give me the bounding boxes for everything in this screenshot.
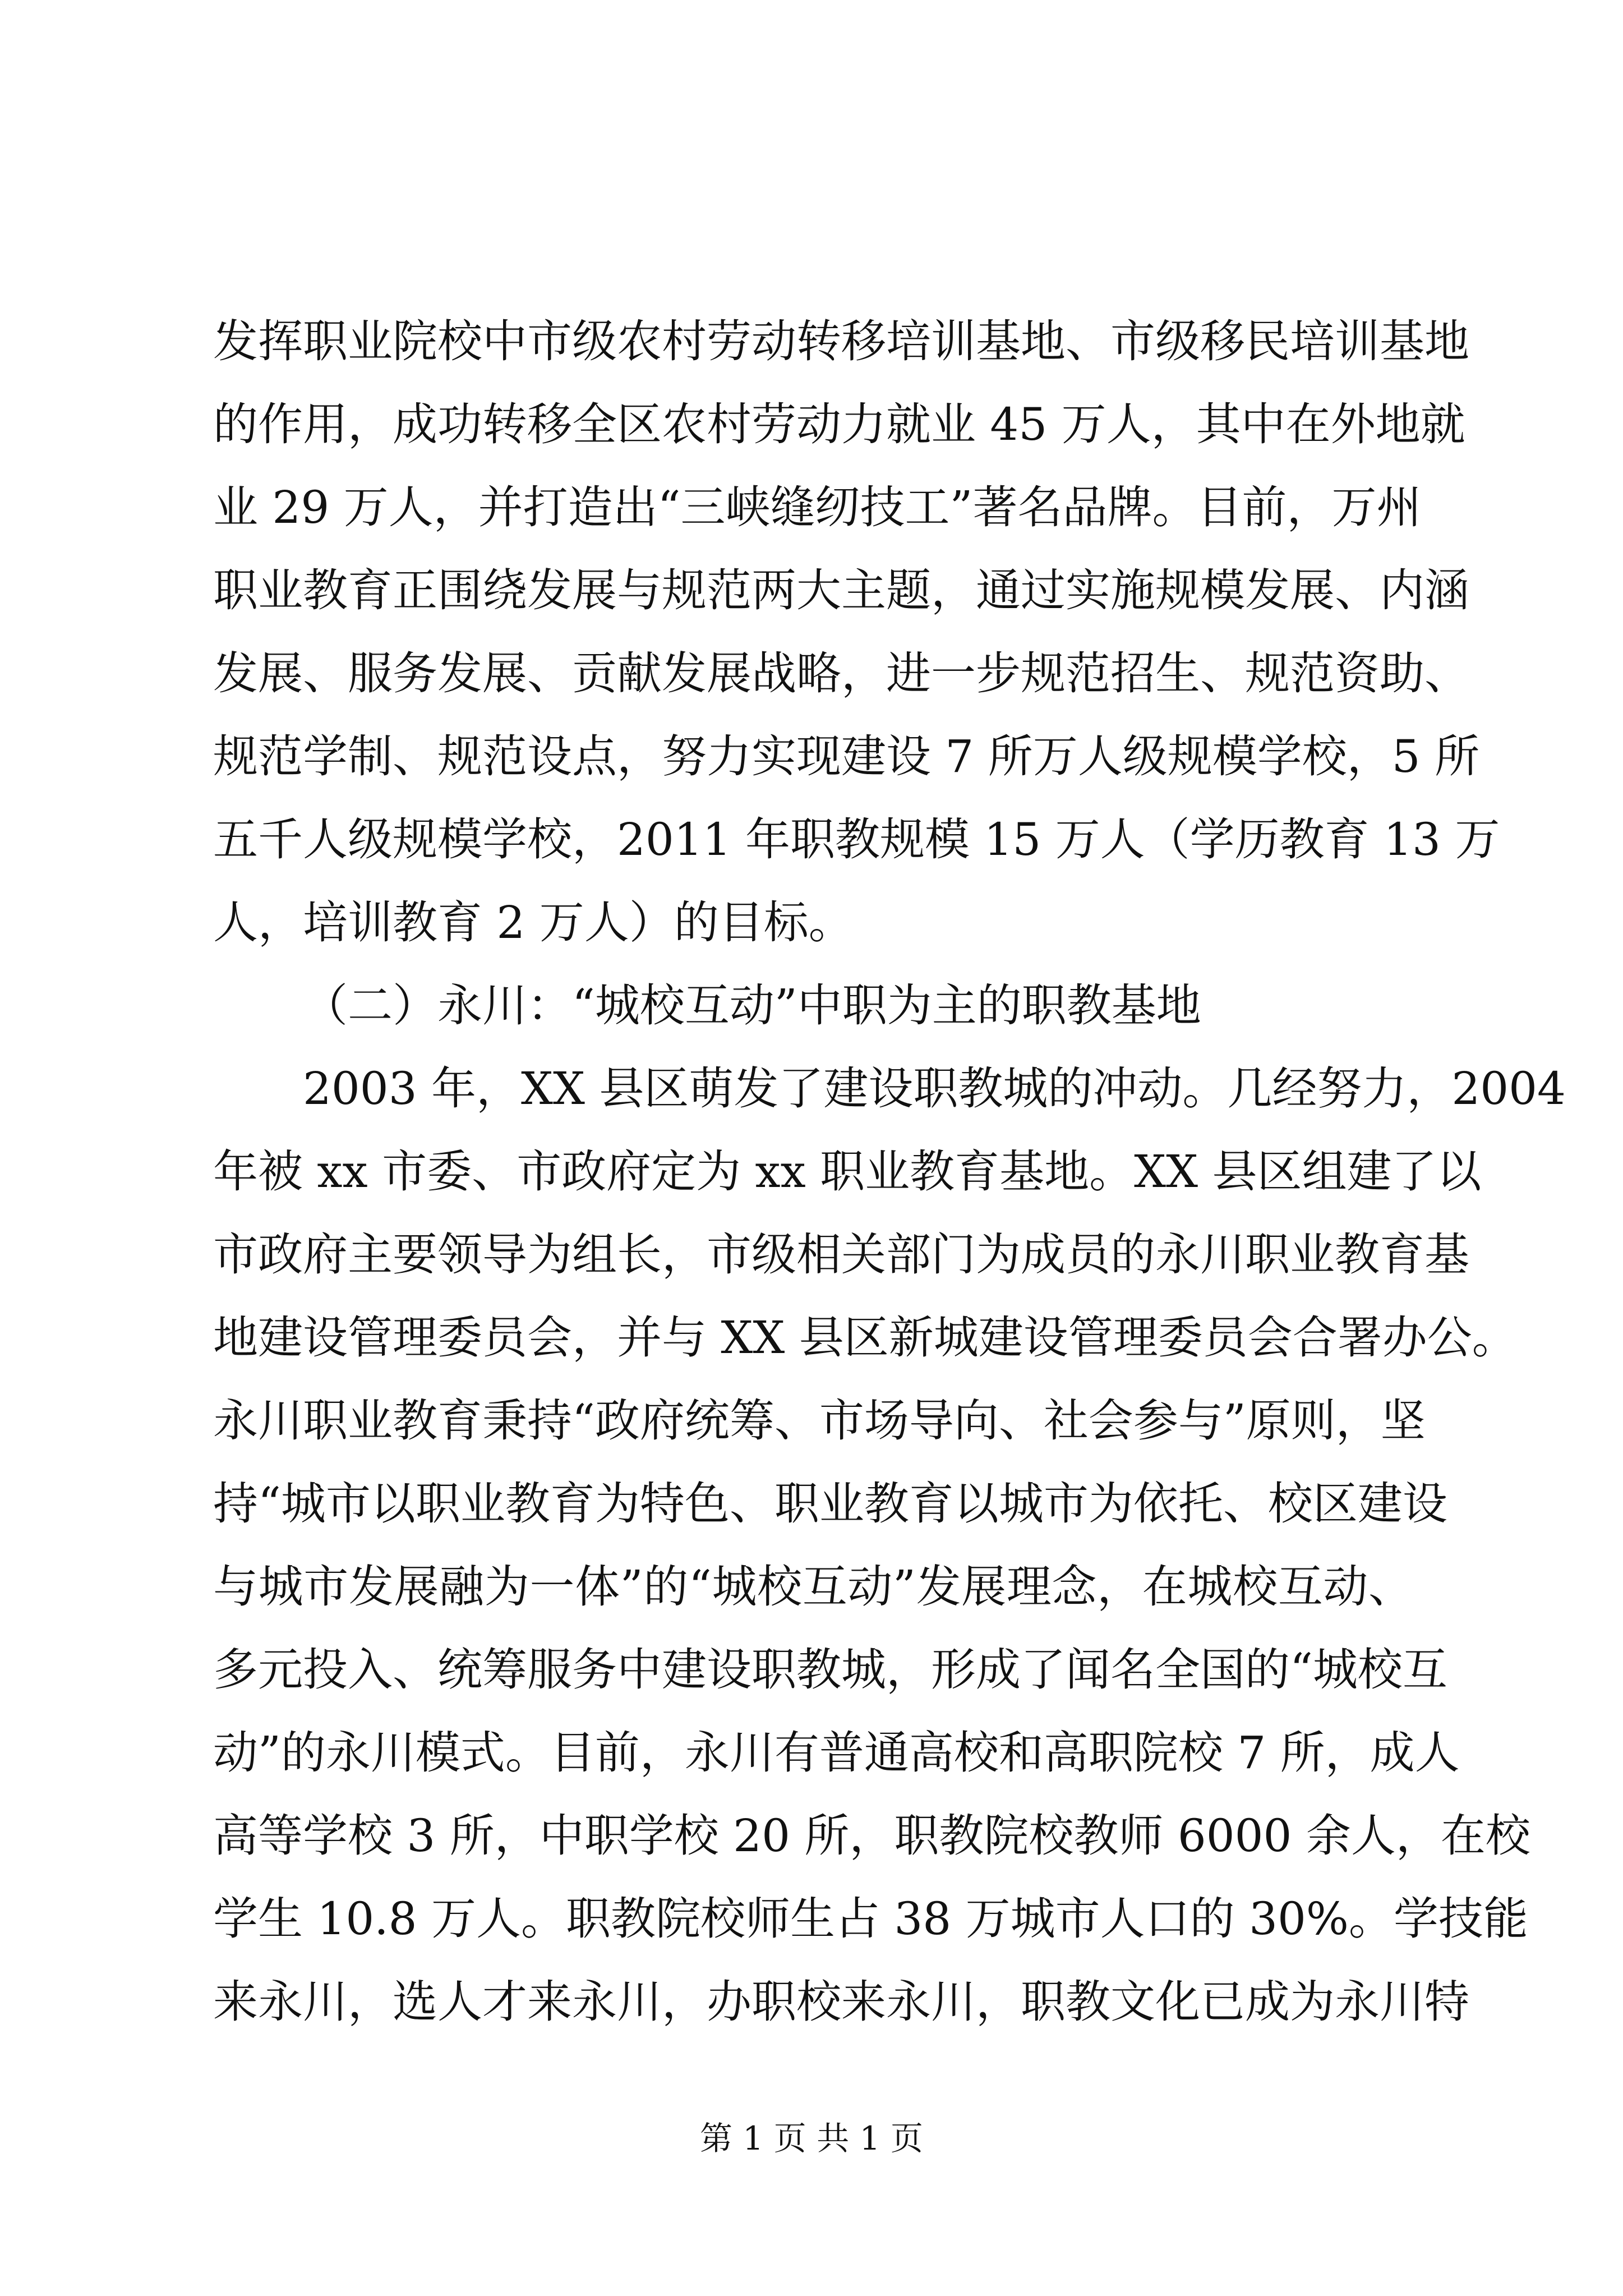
text-line: 的作用，成功转移全区农村劳动力就业 45 万人，其中在外地就 [213,398,1465,450]
text-line: 持“城市以职业教育为特色、职业教育以城市为依托、校区建设 [213,1478,1447,1530]
text-line: 发挥职业院校中市级农村劳动转移培训基地、市级移民培训基地 [213,315,1469,367]
text-line: 人，培训教育 2 万人）的目标。 [213,896,854,949]
text-line: 高等学校 3 所，中职学校 20 所，职教院校教师 6000 余人，在校 [213,1810,1530,1862]
text-line: 五千人级规模学校，2011 年职教规模 15 万人（学历教育 13 万 [213,813,1500,866]
text-line: 规范学制、规范设点，努力实现建设 7 所万人级规模学校，5 所 [213,730,1480,783]
text-line: 动”的永川模式。目前，永川有普通高校和高职院校 7 所，成人 [213,1727,1460,1779]
text-line: 2003 年，XX 县区萌发了建设职教城的冲动。几经努力，2004 [303,1062,1566,1115]
text-line: 年被 xx 市委、市政府定为 xx 职业教育基地。XX 县区组建了以 [213,1145,1482,1198]
document-body [213,300,1566,2044]
text-line: 地建设管理委员会，并与 XX 县区新城建设管理委员会合署办公。 [213,1312,1517,1364]
text-line: 来永川，选人才来永川，办职校来永川，职教文化已成为永川特 [213,1976,1469,2028]
text-line: 学生 10.8 万人。职教院校师生占 38 万城市人口的 30%。学技能 [213,1893,1528,1945]
text-line: 业 29 万人，并打造出“三峡缝纫技工”著名品牌。目前，万州 [213,481,1422,533]
text-line: 职业教育正围绕发展与规范两大主题，通过实施规模发展、内涵 [213,564,1469,616]
text-line: 多元投入、统筹服务中建设职教城，形成了闻名全国的“城校互 [213,1644,1447,1696]
text-line: 与城市发展融为一体”的“城校互动”发展理念，在城校互动、 [213,1561,1413,1613]
text-line: 市政府主要领导为组长，市级相关部门为成员的永川职业教育基 [213,1228,1469,1281]
page-footer: 第 1 页 共 1 页 [700,2119,923,2157]
text-line: 发展、服务发展、贡献发展战略，进一步规范招生、规范资助、 [213,647,1469,700]
section-heading: （二）永川：“城校互动”中职为主的职教基地 [303,979,1201,1032]
text-line: 永川职业教育秉持“政府统筹、市场导向、社会参与”原则，坚 [213,1395,1426,1447]
